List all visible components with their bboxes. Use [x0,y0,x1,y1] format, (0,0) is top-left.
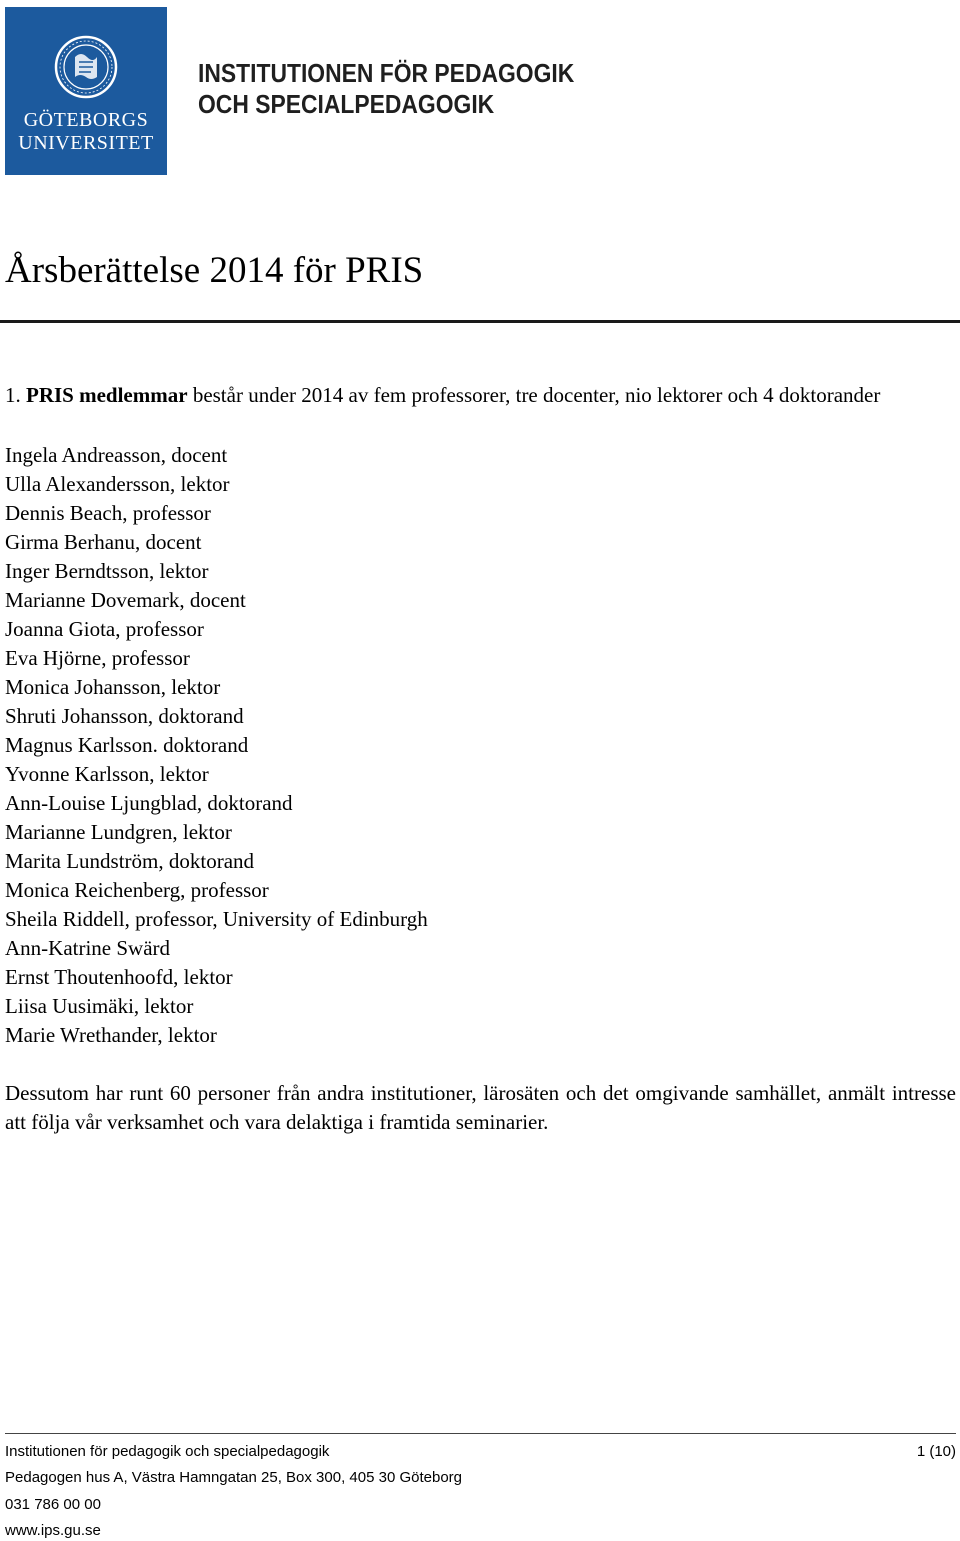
member-item: Sheila Riddell, professor, University of Edinburgh [5,907,428,931]
page-number: 1 (10) [916,1443,956,1460]
footer-address: Pedagogen hus A, Västra Hamngatan 25, Box 300, 405 30 Göteborg [5,1469,462,1486]
member-item: Ulla Alexandersson, lektor [5,472,230,496]
logo-line-2: UNIVERSITET [18,132,154,154]
logo-line-1: GÖTEBORGS [23,109,149,131]
member-item: Ernst Thoutenhoofd, lektor [5,965,233,989]
section-1-heading [5,381,958,410]
title-divider [0,320,960,323]
member-item: Magnus Karlsson. doktorand [5,733,249,757]
member-item: Ingela Andreasson, docent [5,443,228,467]
member-item: Yvonne Karlsson, lektor [5,762,209,786]
university-logo [5,7,167,175]
member-item: Marianne Dovemark, docent [5,588,246,612]
footer-institution: Institutionen för pedagogik och specialpedagogik [5,1443,330,1460]
member-item: Monica Johansson, lektor [5,675,221,699]
section-intro: består under 2014 av fem professorer, tre docenter, nio lektorer och 4 doktorander [192,383,881,407]
department-line-1: INSTITUTIONEN FÖR PEDAGOGIK [198,58,575,88]
section-bold-heading: PRIS medlemmar [26,383,188,407]
department-line-2: OCH SPECIALPEDAGOGIK [198,89,495,119]
document-title: Årsberättelse 2014 för PRIS [5,250,424,291]
section-number: 1. [5,383,21,407]
member-item: Ann-Katrine Swärd [5,936,171,960]
member-item: Marie Wrethander, lektor [5,1023,217,1047]
member-item: Inger Berndtsson, lektor [5,559,209,583]
member-item: Shruti Johansson, doktorand [5,704,244,728]
footer-website-link[interactable]: www.ips.gu.se [5,1522,101,1539]
footer-row-1 [5,1443,956,1461]
member-item: Liisa Uusimäki, lektor [5,994,194,1018]
member-item: Marita Lundström, doktorand [5,849,255,873]
member-item: Joanna Giota, professor [5,617,204,641]
member-item: Eva Hjörne, professor [5,646,190,670]
interest-paragraph: Dessutom har runt 60 personer från andra institutioner, lärosäten och det omgivande samhället, anmält intresse att följa vår verksamhet och vara delaktiga i framtida seminarier. [5,1081,956,1134]
member-item: Monica Reichenberg, professor [5,878,269,902]
member-item: Marianne Lundgren, lektor [5,820,232,844]
footer-phone: 031 786 00 00 [5,1496,101,1513]
member-item: Dennis Beach, professor [5,501,211,525]
department-name [198,58,603,120]
member-item: Girma Berhanu, docent [5,530,202,554]
member-item: Ann-Louise Ljungblad, doktorand [5,791,293,815]
member-list [5,441,428,1050]
footer-divider [5,1433,956,1434]
